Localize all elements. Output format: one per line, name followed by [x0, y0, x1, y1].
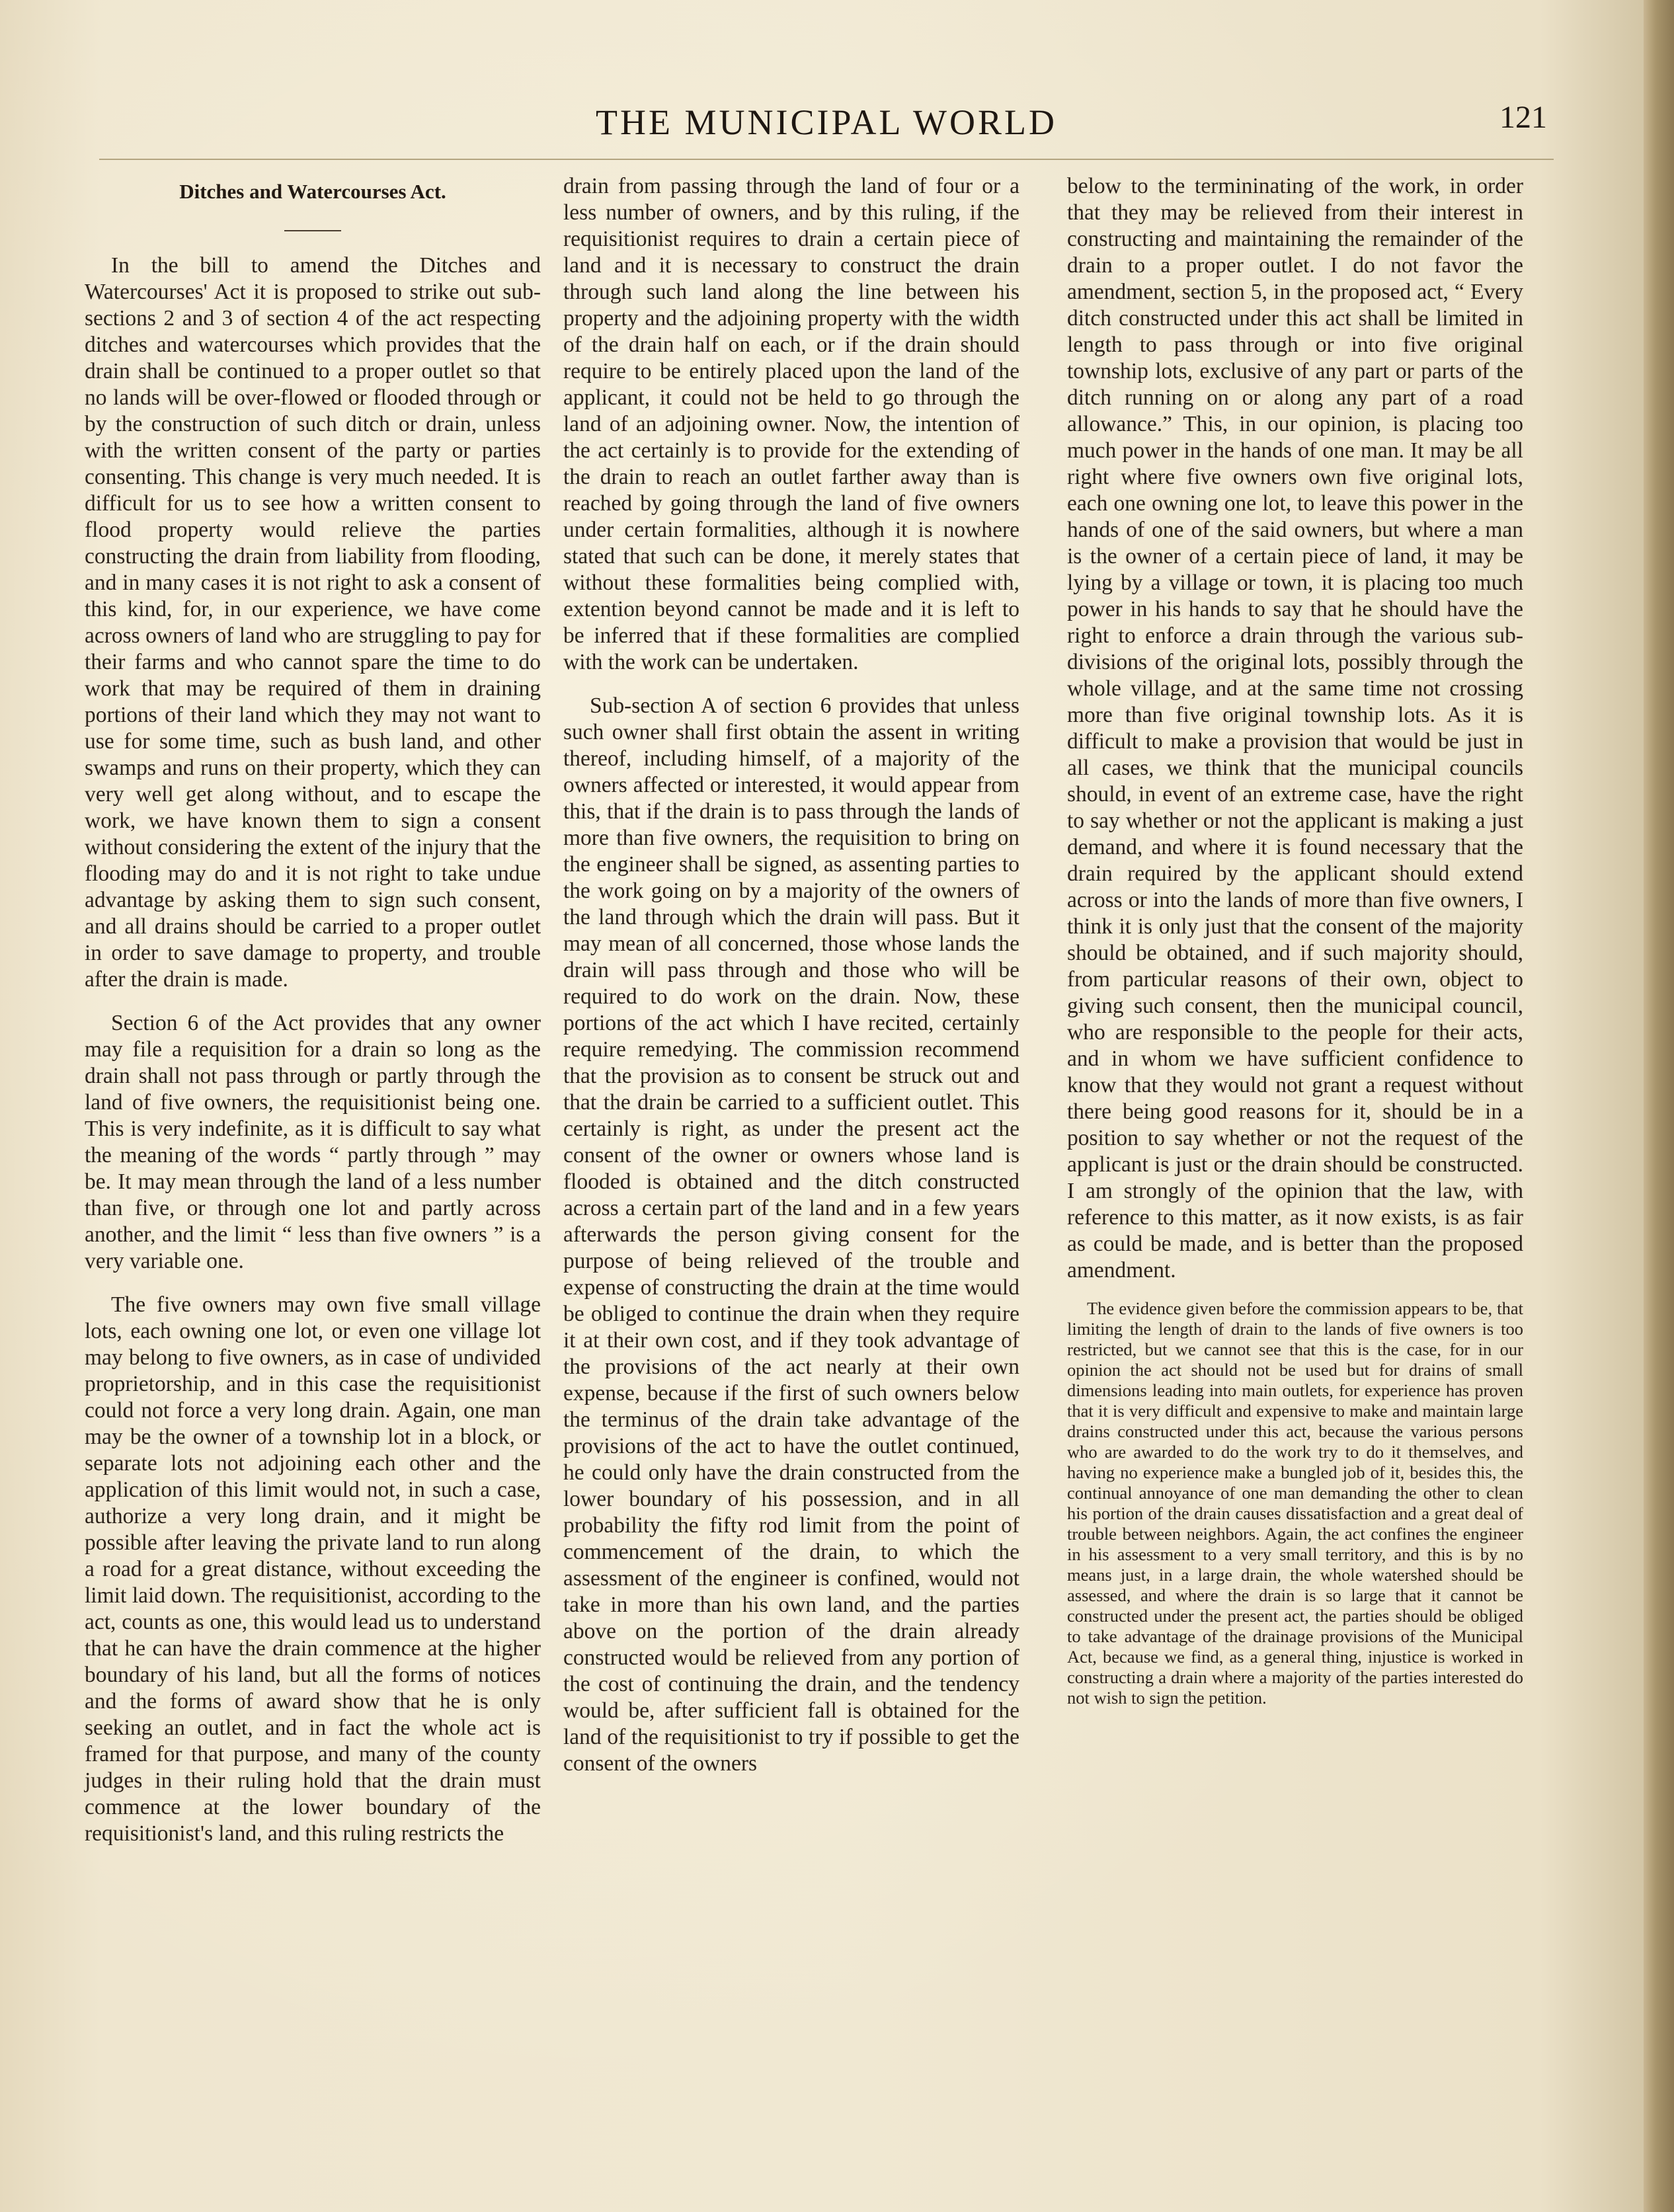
page-number: 121	[1499, 100, 1547, 135]
column-3-paragraph-1: below to the termininating of the work, in order that they may be relieved from their interest in constructing and maintaining the remainder of the drain to a proper outlet. I do not favor the amendment, section 5, in the proposed act, “ Every ditch constructed under this act shall be limited in length to pass through or into five original township lots, exclusive of any part or parts of the ditch running on or along any part of a road allowance.” This, in our opinion, is placing too much power in the hands of one man. It may be all right where five owners own five original lots, each one owning one lot, to leave this power in the hands of one of the said owners, but where a man is the owner of a certain piece of land, it may be lying by a village or town, it is placing too much power in his hands to say that he should have the right to enforce a drain through the various sub-divisions of the original lots, possibly through the whole village, and at the same time not crossing more than five original township lots. As it is difficult to make a provision that would be just in all cases, we think that the municipal councils should, in event of an extreme case, have the right to say whether or not the applicant is making a just demand, and where it is found necessary that the drain required by the applicant should extend across or into the lands of more than five owners, I think it is only just that the consent of the majority should be obtained, and if such majority should, from particular reasons of their own, object to giving such consent, then the municipal council, who are responsible to the people for their acts, and in whom we have sufficient confidence to know that they would not grant a request without there being good reasons for it, should be in a position to say whether or not the request of the applicant is just or the drain should be constructed. I am strongly of the opinion that the law, with reference to this matter, as it now exists, is as fair as could be made, and is better than the proposed amendment.	[1067, 174, 1523, 1283]
book-spine-edge	[1644, 0, 1674, 2212]
text-column-2	[563, 173, 1019, 1777]
text-column-1	[85, 173, 541, 1847]
text-column-3	[1067, 173, 1523, 1708]
page-header	[99, 99, 1554, 152]
column-2-paragraph-2: Sub-section A of section 6 provides that unless such owner shall first obtain the assent in writing thereof, including himself, of a majority of the owners affected or interested, it would appear from this, that if the drain is to pass through the lands of more than five owners, the requisition to bring on the engineer shall be signed, as assenting parties to the work going on by a majority of the owners of the land through which the drain will pass. But it may mean of all concerned, those whose lands the drain will pass through and those who will be required to do work on the drain. Now, these portions of the act which I have recited, certainly require remedying. The commission recommend that the provision as to consent be struck out and that the drain be carried to a sufficient outlet. This certainly is right, as under the present act the consent of the owner or owners whose land is flooded is obtained and the ditch constructed across a certain part of the land and in a few years afterwards the person giving consent for the purpose of being relieved of the trouble and expense of constructing the drain at the time would be obliged to continue the drain when they require it at their own cost, and if they took advantage of the provisions of the act nearly at their own expense, because if the first of such owners below the terminus of the drain take advantage of the provisions of the act to have the outlet continued, he could only have the drain constructed from the lower boundary of his possession, and in all probability the fifty rod limit from the point of commencement of the drain, to which the assessment of the engineer is confined, would not take in more than his own land, and the parties above on the portion of the drain already constructed would be relieved from any portion of the cost of continuing the drain, and the tendency would be, after sufficient fall is obtained for the land of the requisitionist to try if possible to get the consent of the owners	[563, 693, 1019, 1776]
article-title: Ditches and Watercourses Act.	[179, 180, 446, 203]
masthead: THE MUNICIPAL WORLD	[595, 102, 1057, 142]
column-1-paragraph-1: In the bill to amend the Ditches and Watercourses' Act it is proposed to strike out sub-sections 2 and 3 of section 4 of the act respecting ditches and watercourses which provides that the drain shall be continued to a proper outlet so that no lands will be over-flowed or flooded through or by the construction of such ditch or drain, unless with the written consent of the party or parties consenting. This change is very much needed. It is difficult for us to see how a written consent to flood property would relieve the parties constructing the drain from liability from flooding, and in many cases it is not right to ask a consent of this kind, for, in our experience, we have come across owners of land who are struggling to pay for their farms and who cannot spare the time to do work that may be required of them in draining portions of their land which they may not want to use for some time, such as bush land, and other swamps and runs on their property, which they can very well get along without, and to escape the work, we have known them to sign a consent without considering the extent of the injury that the flooding may do and it is not right to take undue advantage by asking them to sign such consent, and all drains should be carried to a proper outlet in order to save damage to property, and trouble after the drain is made.	[85, 253, 541, 992]
column-1-paragraph-3: The five owners may own five small village lots, each owning one lot, or even one village lot may belong to five owners, as in case of undivided proprietorship, and in this case the requisitionist could not force a very long drain. Again, one man may be the owner of a township lot in a block, or separate lots not adjoining each other and the application of this limit would not, in such a case, authorize a very long drain, and it might be possible after leaving the private land to run along a road for a great distance, without exceeding the limit laid down. The requisitionist, according to the act, counts as one, this would lead us to understand that he can have the drain commence at the higher boundary of his land, but all the forms of notices and the forms of award show that he is only seeking an outlet, and in fact the whole act is framed for that purpose, and many of the county judges in their ruling hold that the drain must commence at the lower boundary of the requisitionist's land, and this ruling restricts the	[85, 1292, 541, 1846]
header-divider	[99, 159, 1554, 160]
editorial-note: The evidence given before the commission appears to be, that limiting the length of drain to the lands of five owners is too restricted, but we cannot see that this is the case, for in our opinion the act should not be used but for drains of small dimensions leading into main outlets, for experience has proven that it is very difficult and expensive to make and maintain large drains constructed under this act, because the various persons who are awarded to do the work try to do it themselves, and having no experience make a bungled job of it, besides this, the continual annoyance of one man demanding the other to clean his portion of the drain causes dissatisfaction and a great deal of trouble between neighbors. Again, the act confines the engineer in his assessment to a very small territory, and this is by no means just, in a large drain, the whole watershed should be assessed, and where the drain is so large that it cannot be constructed under the present act, the parties should be obliged to take advantage of the drainage provisions of the Municipal Act, because we find, as a general thing, injustice is worked in constructing a drain where a majority of the parties interested do not wish to sign the petition.	[1067, 1298, 1523, 1708]
title-divider	[284, 230, 341, 231]
column-1-paragraph-2: Section 6 of the Act provides that any owner may file a requisition for a drain so long as the drain shall not pass through or partly through the land of five owners, the requisitionist being one. This is very indefinite, as it is difficult to say what the meaning of the words “ partly through ” may be. It may mean through the land of a less number than five, or through one lot and partly across another, and the limit “ less than five owners ” is a very variable one.	[85, 1011, 541, 1273]
column-2-paragraph-1: drain from passing through the land of four or a less number of owners, and by this ruling, if the requisitionist requires to drain a certain piece of land and it is necessary to construct the drain through such land along the line between his property and the adjoining property with the width of the drain half on each, or if the drain should require to be entirely placed upon the land of the applicant, it could not be held to go through the land of an adjoining owner. Now, the intention of the act certainly is to provide for the extending of the drain to reach an outlet farther away than is reached by going through the land of five owners under certain formalities, although it is nowhere stated that such can be done, it merely states that without these formalities being complied with, extention beyond cannot be made and it is left to be inferred that if these formalities are complied with the work can be undertaken.	[563, 174, 1019, 674]
